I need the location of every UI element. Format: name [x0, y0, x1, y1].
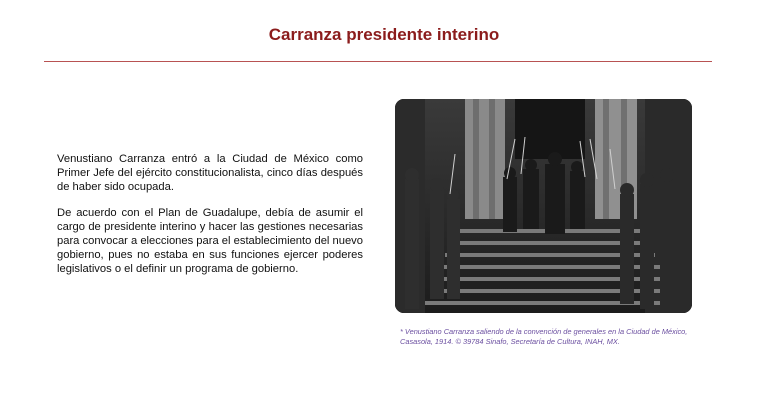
body-text — [57, 152, 363, 288]
title-divider — [44, 61, 712, 62]
paragraph-1: Venustiano Carranza entró a la Ciudad de México como Primer Jefe del ejército constitucionalista, cinco días después de haber sido ocupada. — [57, 153, 363, 193]
page-title: Carranza presidente interino — [268, 25, 500, 44]
historical-photo — [395, 99, 692, 313]
photo-caption: * Venustiano Carranza saliendo de la convención de generales en la Ciudad de México, Casasola, 1914. © 39784 Sinafo, Secretaría de Cultura, INAH, MX. — [400, 327, 688, 346]
paragraph-2: De acuerdo con el Plan de Guadalupe, debía de asumir el cargo de presidente interino y hacer las gestiones necesarias para convocar a elecciones para el establecimiento del nuevo gobierno, pues no estaba en sus funciones ejercer poderes legislativos o el definir un programa de gobierno. — [57, 207, 363, 275]
